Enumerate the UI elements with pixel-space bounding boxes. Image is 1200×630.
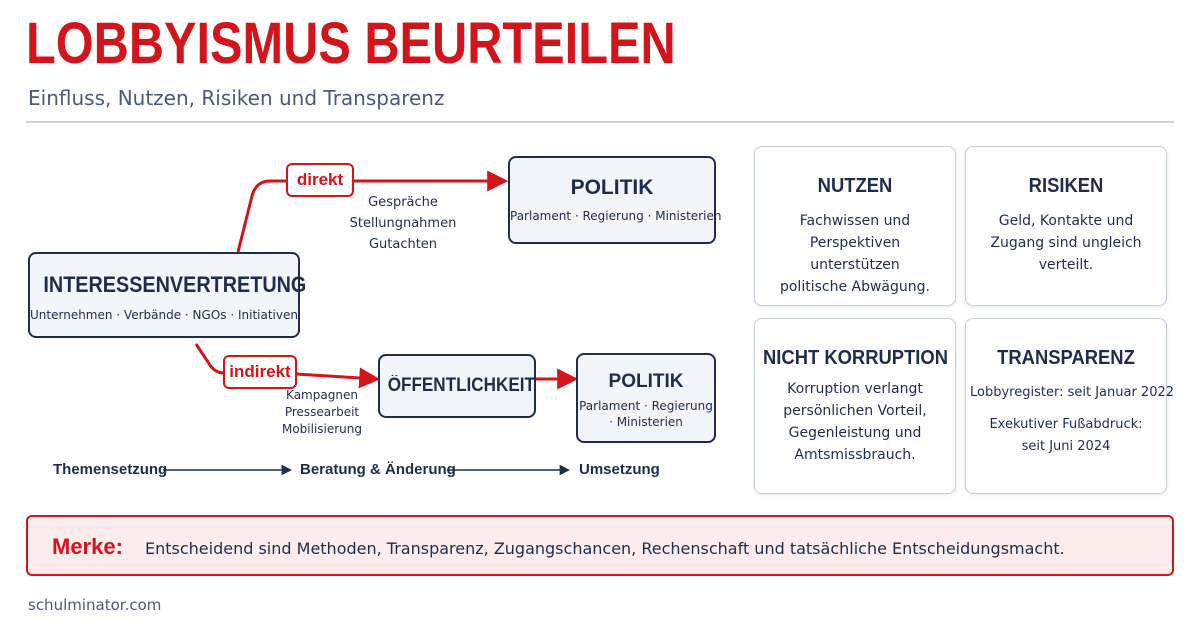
target-node-politik-indirect xyxy=(576,353,716,443)
card-line: seit Juni 2024 xyxy=(1021,439,1111,454)
footer-source: schulminator.com xyxy=(28,596,162,614)
middle-node-title: ÖFFENTLICHKEIT xyxy=(387,375,535,396)
card-line: Perspektiven unterstützen xyxy=(809,235,901,273)
indirect-arrow-1 xyxy=(296,374,376,379)
direct-note: Stellungnahmen xyxy=(349,216,457,231)
card-text xyxy=(966,382,1175,458)
card-line: Lobbyregister: seit Januar 2022 xyxy=(970,385,1175,400)
target-node-title: POLITIK xyxy=(570,176,654,199)
card-nutzen xyxy=(754,146,956,306)
card-text xyxy=(966,210,1166,276)
source-node-title: INTERESSENVERTRETUNG xyxy=(43,272,307,297)
stage-beratung: Beratung & Änderung xyxy=(300,461,456,478)
target-node-politik-direct xyxy=(508,156,722,244)
indirect-note: Mobilisierung xyxy=(281,422,363,436)
stage-themensetzung: Themensetzung xyxy=(53,461,168,478)
merke-text: Entscheidend sind Methoden, Transparenz, Zugangschancen, Rechenschaft und tatsächliche Entscheidungsmacht. xyxy=(145,539,1065,558)
card-line: Geld, Kontakte und xyxy=(998,213,1134,229)
merke-box xyxy=(26,515,1174,576)
target-node-subtitle: · Ministerien xyxy=(609,415,683,429)
merke-label: Merke: xyxy=(52,534,123,559)
indirect-notes xyxy=(270,387,374,438)
indirect-note: Pressearbeit xyxy=(284,405,360,419)
direct-notes xyxy=(348,192,458,255)
edge-label-indirekt: indirekt xyxy=(223,355,297,389)
edge-label-direkt: direkt xyxy=(286,163,354,197)
card-title: NUTZEN xyxy=(817,175,893,197)
direct-note: Gespräche xyxy=(368,195,438,210)
card-text xyxy=(755,210,955,298)
card-risiken xyxy=(965,146,1167,306)
card-text xyxy=(755,378,955,466)
direct-note: Gutachten xyxy=(368,237,438,252)
middle-node-oeffentlichkeit xyxy=(378,354,536,418)
card-line: Amtsmissbrauch. xyxy=(794,447,916,463)
source-node-subtitle: Unternehmen · Verbände · NGOs · Initiativen xyxy=(30,308,298,322)
card-title: TRANSPARENZ xyxy=(997,347,1135,369)
card-nicht-korruption xyxy=(754,318,956,494)
target-node-subtitle: Parlament · Regierung xyxy=(579,399,713,413)
card-line: Exekutiver Fußabdruck: xyxy=(989,417,1143,432)
card-title: NICHT KORRUPTION xyxy=(763,347,949,369)
card-title: RISIKEN xyxy=(1028,175,1104,197)
source-node-interessenvertretung xyxy=(28,252,307,338)
direct-connector xyxy=(238,181,286,252)
card-line: politische Abwägung. xyxy=(779,279,930,295)
indirect-note: Kampagnen xyxy=(286,388,358,402)
stage-umsetzung: Umsetzung xyxy=(579,461,660,478)
target-node-title: POLITIK xyxy=(608,371,684,392)
card-line: Gegenleistung und xyxy=(788,425,922,441)
page-title: LOBBYISMUS BEURTEILEN xyxy=(26,11,676,76)
card-line: verteilt. xyxy=(1038,257,1094,273)
card-line: Korruption verlangt xyxy=(787,381,923,397)
indirect-connector xyxy=(196,344,224,373)
card-line: Zugang sind ungleich xyxy=(990,235,1142,251)
target-node-subtitle: Parlament · Regierung · Ministerien xyxy=(510,209,722,223)
page-subtitle: Einfluss, Nutzen, Risiken und Transparenz xyxy=(28,86,445,110)
card-transparenz xyxy=(965,318,1175,494)
card-line: persönlichen Vorteil, xyxy=(783,403,927,419)
card-line: Fachwissen und xyxy=(799,213,911,229)
